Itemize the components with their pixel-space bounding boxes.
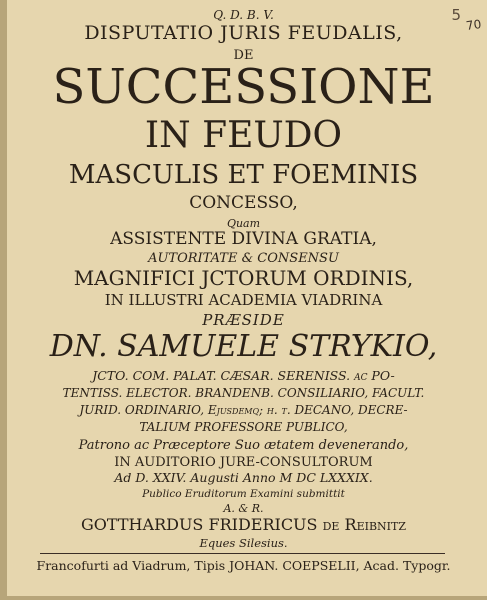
autoritate-line: AUTORITATE & CONSENSU [148, 251, 339, 266]
quam-line: Quam [226, 217, 261, 230]
assistente-line: ASSISTENTE DIVINA GRATIA, [110, 229, 377, 249]
aer-line: A. & R. [223, 502, 264, 515]
qdbv-line: Q. D. B. V. [213, 8, 274, 22]
respondent-name: GOTTHARDUS FRIDERICUS de Reibnitz [81, 515, 406, 534]
praeside-line: PRÆSIDE [202, 311, 285, 329]
praeses-titles-3: JURID. ORDINARIO, Ejusdemq; h. t. DECANO, DECRE- [79, 403, 408, 417]
magnifici-line: MAGNIFICI JCTORUM ORDINIS, [73, 266, 414, 290]
praeses-titles-4: TALIUM PROFESSORE PUBLICO, [139, 420, 348, 434]
publico-line: Publico Eruditorum Examini submittit [142, 488, 345, 500]
masculis-line: MASCULIS ET FOEMINIS [68, 160, 419, 190]
page-number: 5 [451, 6, 461, 24]
imprint-rule [40, 553, 445, 554]
auditorio-line: IN AUDITORIO JURE-CONSULTORUM [114, 455, 373, 470]
praeses-name: DN. SAMUELE STRYKIO, [49, 329, 438, 364]
in-feudo-title: IN FEUDO [144, 115, 343, 156]
praeses-titles-1: JCTO. COM. PALAT. CÆSAR. SERENISS. ac PO- [92, 368, 395, 383]
patrono-line: Patrono ac Præceptore Suo ætatem devenerando, [78, 438, 409, 453]
successione-title: SUCCESSIONE [52, 59, 435, 115]
disputatio-heading: DISPUTATIO JURIS FEUDALIS, [84, 22, 403, 44]
date-line: Ad D. XXIV. Augusti Anno M DC LXXXIX. [114, 470, 373, 485]
page-edge-bottom [0, 596, 487, 600]
imprint-line: Francofurti ad Viadrum, Tipis JOHAN. COEPSELII, Acad. Typogr. [36, 558, 451, 573]
concesso-line: CONCESSO, [189, 193, 298, 213]
eques-line: Eques Silesius. [199, 536, 288, 550]
folio-mark: 70 [464, 17, 482, 33]
praeses-titles-2: TENTISS. ELECTOR. BRANDENB. CONSILIARIO, FACULT. [62, 386, 425, 400]
academia-line: IN ILLUSTRI ACADEMIA VIADRINA [104, 291, 383, 309]
de-line: DE [233, 48, 254, 63]
